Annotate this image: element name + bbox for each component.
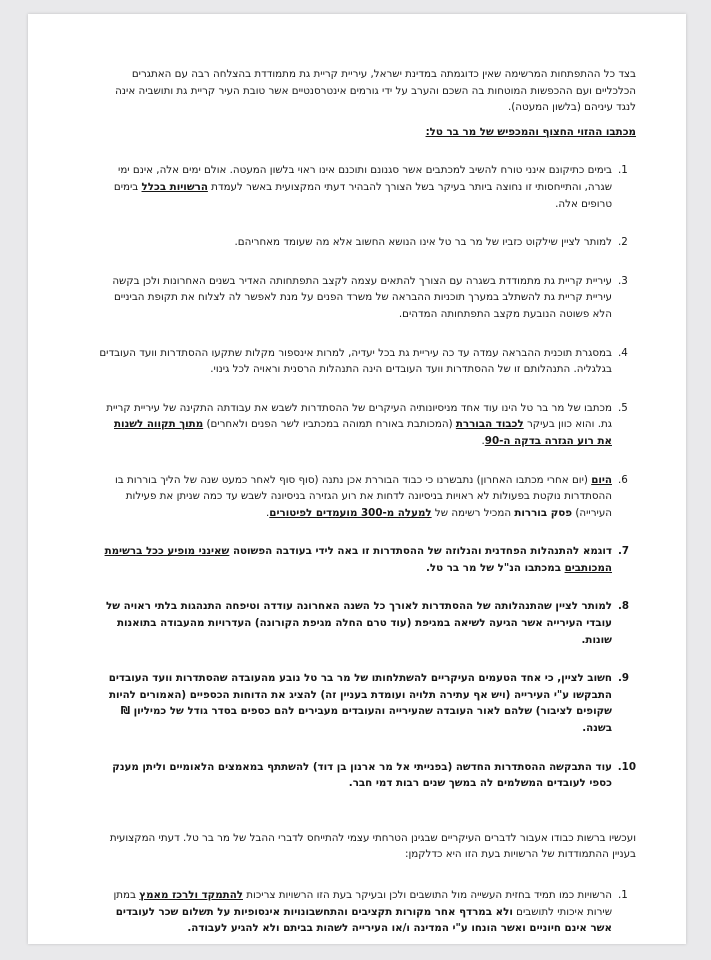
final-item: 1. הרשויות כמו תמיד בחזית העשייה מול התושבים ולכן ובעיקר בעת הזו הרשויות צריכות להתמקד ולרכז מאמץ במתן שירות איכותי לתושבים ולא במרדף אחר מקורות תקציבים והתחשבונויות אינסופיות על תשלום שכר לעובדים אשר אינם חיוניים ואשר הונחו ע"י המדינה ו/או העירייה לשהות בביתם ולא להגיע לעבודה. (113, 889, 628, 935)
list-item: 5. מכתבו של מר בר טל הינו עוד אחד מניסיונותיה העיקרים של ההסתדרות לשבש את עבודתה התקינה של עיריית קריית גת. והוא כוון בעיקר לכבוד הבוררת (המכותבת באורח תמוהה במכתביו לשר הפנים ולאחרים) מתוך תקווה לשנות את רוע הגזרה בדקה ה-90. (106, 401, 628, 447)
list-item: 4. במסגרת תוכנית ההבראה עמדה עד כה עיריית גת בכל יעדיה, למרות אינספור מקלות שתקעו ההסתדרות וועד העובדים בגלגליה. התנהלותם זו של ההסתדרות וועד העובדים הינה התנהלות הרסנית וראויה לכל גינוי. (99, 346, 628, 376)
list-item: 9. חשוב לציין, כי אחד הטעמים העיקריים להשתלחותו של מר בר טל נובע מהעובדה שהסתדרות וועד העובדים התבקשו ע"י העירייה (ויש אף עתירה תלויה ועומדת בעניין זה) להציג את הדוחות הכספיים (האמורים להיות שקופים לציבור) שלהם לאור העובדה שהעירייה והעובדים מעבירים להם כספים בסדר גודל של כמיליון ₪ בשנה. (108, 672, 630, 735)
transition-paragraph: ועכשיו ברשות כבודו אעבור לדברים העיקריים שבגינן הטרחתי עצמי להתייחס לדברי ההבל של מר בר טל. דעתי המקצועית בעניין ההתמודדות של הרשויות בעת הזו היא כדלקמן: (109, 831, 636, 861)
list-item: 7. דוגמא להתנהלות הפחדנית והנלוזה של ההסתדרות זו באה לידי בעודבה הפשוטה שאינני מופיע ככל ברשימת המכותבים במכתבו הנ"ל של מר בר טל. (104, 545, 630, 574)
list-item: 6. היום (יום אחרי מכתבו האחרון) נתבשרנו כי כבוד הבוררת אכן נתנה (סוף סוף לאחר כמעט שנה של הליך בוררות בו ההסתדרות נוקטת בפעולות לא ראויות בניסיונה לדחות את רוע הגזירה בניסיונה לשבש עד כמה שניתן את פעילות העירייה) פסק בוררות המכיל רשימה של למעלה מ-300 מועמדים לפיטורים. (114, 473, 628, 519)
list-item: 10. עוד התבקשה ההסתדרות החדשה (בפנייתי אל מר ארנון בן דוד) להשתתף במאמצים הלאומיים וליתן מענק כספי לעובדים המשלמים לה במשך שנים רבות דמי חבר. (112, 760, 636, 790)
list-item: 8. למותר לציין שהתנהלותה של ההסתדרות לאורך כל השנה האחרונה עודדה וטיפחה התנהגות בלתי ראויה של עובדי העירייה אשר הגיעה לשיאה במגיפת (עוד טרם החלה מגיפת הקורונה) העדרויות מהעבודה בתואנות שונות. (106, 600, 630, 646)
intro-paragraph: בצד כל ההתפתחות המרשימה שאין כדוגמתה במדינת ישראל, עיריית קריית גת מתמודדת בהצלחה רבה עם האתגרים הכלכליים ועם ההכפשות המוטחות בה השכם והערב על ידי גורמים אינטרסנטיים אשר טובת העיר קריית גת ותושביה אינה לנגד עיניהם (בלשון המעטה). (115, 68, 636, 114)
list-item: 1. בימים כתיקונם אינני טורח להשיב למכתבים אשר סגנונם ותוכנם אינו ראוי בלשון המעטה. אולם ימים אלה, אינם ימי שגרה, והתייחסותי זו נחוצה ביותר בעיקר בשל הצורך להבהיר דעתי המקצועית באשר לעמדת הרשויות בכלל בימים טרופים אלה. (113, 164, 628, 210)
letter-body (96, 66, 636, 937)
list-item: 2. למותר לציין שילקוט כזביו של מר בר טל אינו הנושא החשוב אלא מה שעומד מאחריהם. (234, 236, 628, 249)
points-list (96, 162, 636, 791)
document-page (28, 14, 686, 944)
list-item: 3. עיריית קריית גת מתמודדת בשגרה עם הצורך להתאים עצמה לקצב התפתחותה האדיר בשנים האחרונות ולכן בקשה עיריית קריית גת להשתלב במערך תוכניות ההבראה של משרד הפנים על מנת לאפשר לה לצלוח את תקופת הביניים הלא פשוטה הנובעת מקצב התפתחותה המדהים. (112, 274, 628, 320)
section-heading: מכתבו ההזוי החצוף והמכפיש של מר בר טל: (425, 125, 636, 138)
